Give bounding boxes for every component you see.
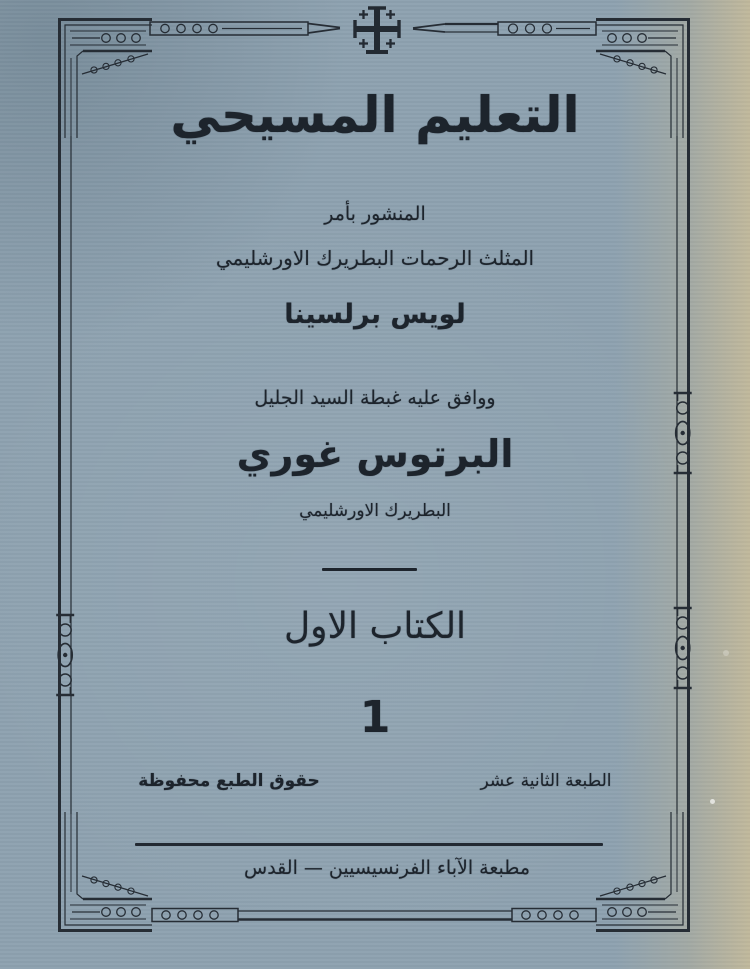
approval-line: ووافق عليه غبطة السيد الجليل	[254, 387, 496, 409]
jerusalem-cross-icon	[355, 8, 399, 52]
volume-number: 1	[359, 692, 391, 743]
imprint-line: مطبعة الآباء الفرنسيسيين — القدس	[244, 857, 530, 879]
volume-label: الكتاب الاول	[283, 606, 467, 647]
top-border	[150, 22, 596, 35]
edition-note: الطبعة الثانية عشر	[480, 771, 612, 791]
patriarch-name: لويس برلسينا	[284, 299, 466, 330]
section-divider-rule	[322, 568, 417, 571]
scan-speck	[723, 650, 729, 656]
approver-name: البرتوس غوري	[236, 432, 514, 476]
approver-title: البطريرك الاورشليمي	[299, 501, 451, 521]
book-title: التعليم المسيحي	[170, 86, 580, 144]
bottom-border	[152, 909, 596, 922]
imprint-rule	[135, 843, 603, 846]
scan-speck	[710, 799, 715, 804]
published-by-order-line: المنشور بأمر	[324, 203, 426, 225]
rights-note: حقوق الطبع محفوظة	[138, 771, 320, 791]
patriarch-honorific-line: المثلث الرحمات البطريرك الاورشليمي	[215, 246, 535, 270]
